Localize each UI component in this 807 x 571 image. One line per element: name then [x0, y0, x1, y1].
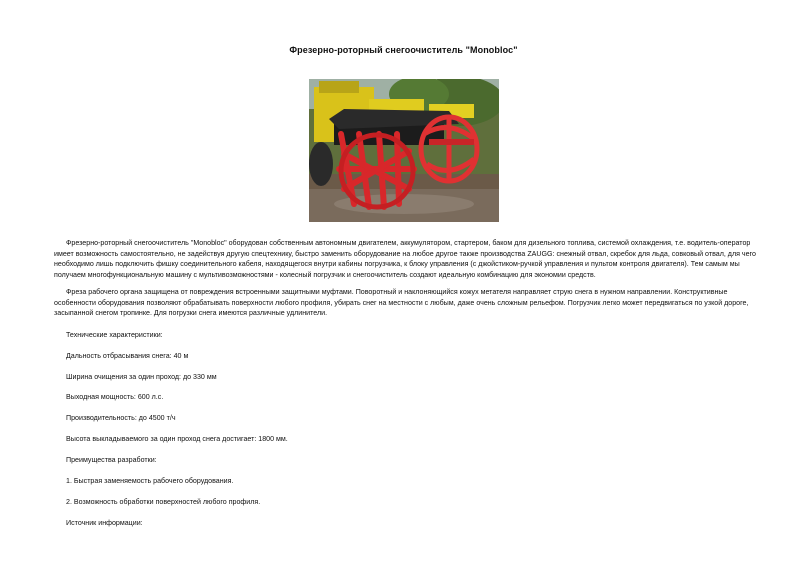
description-paragraph-1	[54, 238, 770, 280]
specs-heading: Технические характеристики:	[66, 331, 163, 339]
advantage-item: 1. Быстрая заменяемость рабочего оборудования.	[66, 477, 234, 485]
advantages-heading: Преимущества разработки:	[66, 456, 157, 464]
spec-item: Выходная мощность: 600 л.с.	[66, 393, 164, 401]
description-paragraph-2	[54, 287, 770, 319]
source-heading: Источник информации:	[66, 519, 143, 527]
document-title: Фрезерно-роторный снегоочиститель "Monobloc"	[289, 45, 518, 55]
spec-item: Дальность отбрасывания снега: 40 м	[66, 352, 189, 360]
snowblower-photo	[309, 79, 499, 222]
paragraph-2-text: Фреза рабочего органа защищена от повреждения встроенными защитными муфтами. Поворотный и наклоняющийся кожух метателя направляет струю снега в нужном направлении. Конструктивные особенности оборудования позволяют обрабатывать поверхности любого профиля, убирать снег на местности с любым, даже очень сложным рельефом. Погрузчик легко может передвигаться по узкой дороге, засыпанной снегом тропинке. Для погрузки снега имеются различные удлинители.	[54, 288, 749, 317]
spec-item: Высота выкладываемого за один проход снега достигает: 1800 мм.	[66, 435, 288, 443]
paragraph-1-text: Фрезерно-роторный снегоочиститель "Monobloc" оборудован собственным автономным двигателем, аккумулятором, стартером, баком для дизельного топлива, системой охлаждения, т.е. водитель-оператор имеет возможность самостоятельно, не задействуя другую спецтехнику, быстро заменить оборудование на любое другое также производства ZAUGG: снежный отвал, скребок для льда, совковый отвал, для чего необходимо лишь подключить фишку соединительного кабеля, находящегося внутри кабины погрузчика, к блоку управления (с джойстиком-ручкой управления и пультом контроля двигателя). Тем самым мы получаем многофункциональную машину с мультивозможностями - колесный погрузчик и снегоочиститель создают идеальную комбинацию для экономии средств.	[54, 239, 756, 279]
spec-item: Ширина очищения за один проход: до 330 мм	[66, 373, 217, 381]
spec-item: Производительность: до 4500 т/ч	[66, 414, 176, 422]
advantage-item: 2. Возможность обработки поверхностей любого профиля.	[66, 498, 261, 506]
